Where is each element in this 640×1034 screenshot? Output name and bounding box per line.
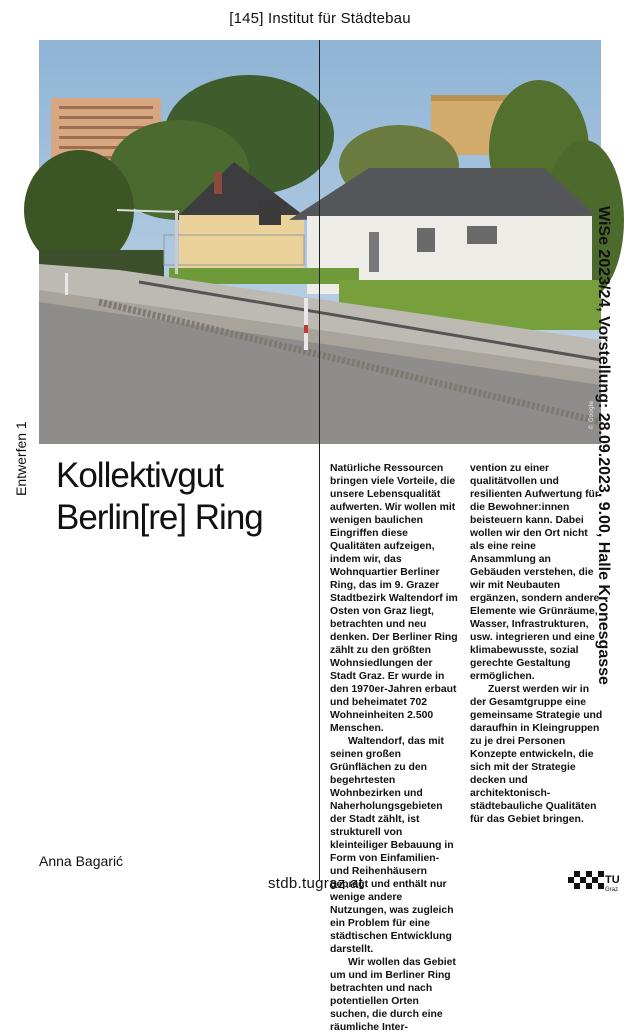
header-title: [145] Institut für Städtebau <box>229 10 411 27</box>
paragraph: Zuerst werden wir in der Gesamtgruppe eine gemeinsame Strategie und daraufhin in Kleingruppen zu je drei Personen Konzepte entwickeln, die sich mit der Strategie decken und architektonisch-städtebauliche Qualitäten für das Gebiet bringen. <box>470 684 603 825</box>
paragraph: Natürliche Ressourcen bringen viele Vorteile, die unsere Lebensqualität aufwerten. Wir wollen mit wenigen baulichen Eingriffen diese Qualitäten aufzeigen, indem wir, das Wohnquartier Berliner Ring, das im 9. Grazer Stadtbezirk Waltendorf im Osten von Graz liegt, betrachten und neu denken. Der Berliner Ring zählt zu den größten Wohnsiedlungen der Stadt Graz. Er wurde in den 1970er-Jahren erbaut und beheimatet 702 Wohneinheiten 2.500 Menschen. <box>330 463 458 734</box>
schedule-label-text: WiSe 2023/24, Vorstellung: 28.09.2023, 9.00, Halle Kronesgasse <box>595 206 612 685</box>
logo-subtext: Graz <box>605 887 619 893</box>
paragraph: Waltendorf, das mit seinen großen Grünflächen zu den begehrtesten Wohnbezirken und Naherholungsgebieten der Stadt zählt, ist strukturell von kleinteiliger Bebauung in Form von Einfamilien- und Reihenhäusern geprägt und enthält nur wenige andere Nutzungen, was zugleich ein Problem für eine städtischen Entwicklung darstellt. <box>330 736 454 955</box>
author-name: Anna Bagarić <box>39 853 124 869</box>
website-link[interactable]: stdb.tugraz.at <box>268 875 364 892</box>
paragraph: Wir wollen das Gebiet um und im Berliner Ring betrachten und nach potentiellen Orten suchen, die durch eine räumliche Inter- <box>330 957 456 1033</box>
tu-graz-logo <box>568 871 628 893</box>
title-line-1: Kollektivgut <box>56 456 223 495</box>
title-line-2: Berlin[re] Ring <box>56 498 263 537</box>
paragraph: vention zu einer qualitätvollen und resilienten Aufwertung für die Bewohner:innen beisteuern kann. Dabei wollen wir den Ort nicht als eine reine Ansammlung an Gebäuden verstehen, die wir mit Neubauten ergänzen, sondern andere Elemente wie Grünräume, Wasser, Infrastrukturen, usw. integrieren und eine klimabewusste, sozial gerechte Gestaltung ermöglichen. <box>470 463 600 682</box>
body-column-2 <box>470 462 604 826</box>
body-column-1 <box>330 462 461 1034</box>
logo-text: TU <box>605 874 620 886</box>
course-label <box>13 421 29 510</box>
center-rule <box>319 40 320 880</box>
street-photo <box>39 40 601 444</box>
project-title <box>56 455 306 539</box>
svg-text:© Google: © Google <box>588 400 595 430</box>
course-label-text: Entwerfen 1 <box>13 421 29 496</box>
